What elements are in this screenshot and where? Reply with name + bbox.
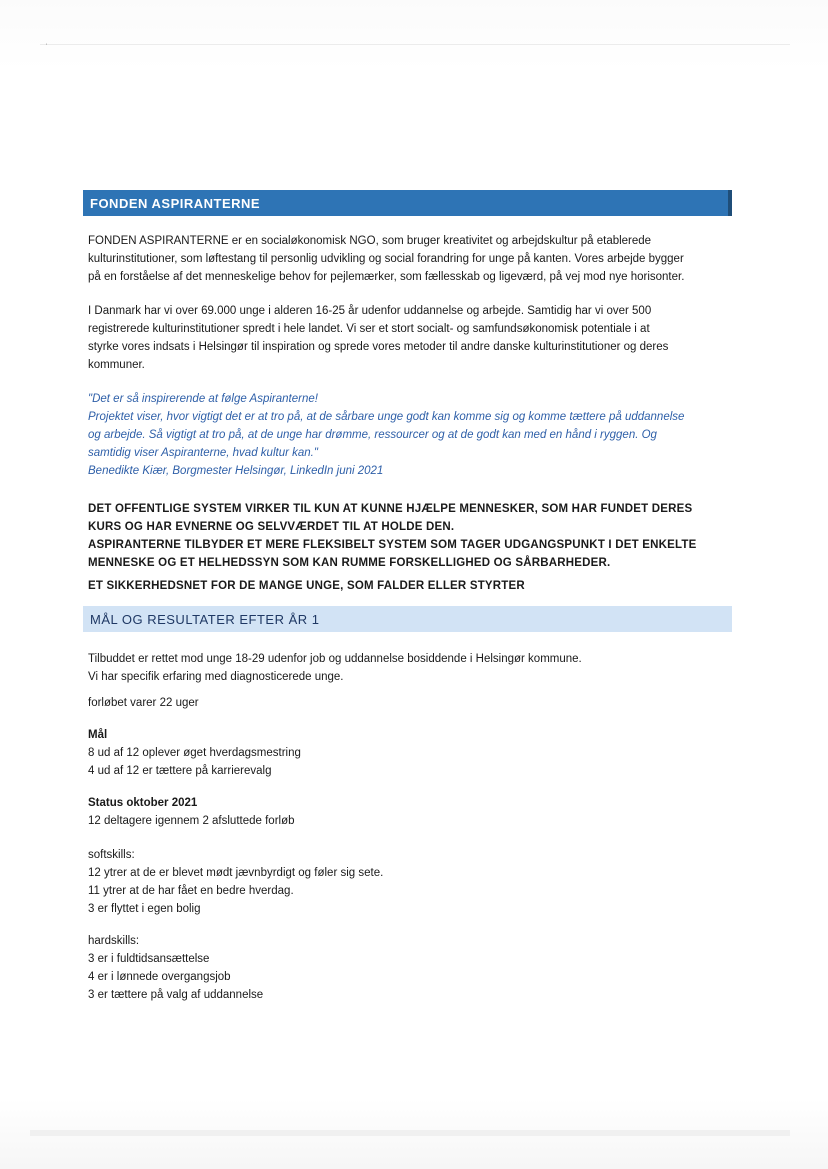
text-line: kulturinstitutioner, som løftestang til personlig udvikling og social forandring for unge på kanten. Vores arbejde bygger xyxy=(88,253,684,265)
text-line: registrerede kulturinstitutioner spredt i hele landet. Vi ser et stort socialt- og samfundsøkonomisk potentiale i at xyxy=(88,323,650,335)
softskills-heading: softskills: xyxy=(88,849,135,861)
section-header-fonden xyxy=(83,190,732,216)
list-item: 3 er i fuldtidsansættelse xyxy=(88,953,210,965)
list-item: 4 er i lønnede overgangsjob xyxy=(88,971,231,983)
scan-mark: ' xyxy=(46,44,48,50)
list-item: 4 ud af 12 er tættere på karrierevalg xyxy=(88,765,272,777)
text-line: FONDEN ASPIRANTERNE er en socialøkonomisk NGO, som bruger kreativitet og arbejdskultur på etablerede xyxy=(88,235,652,247)
list-item: 8 ud af 12 oplever øget hverdagsmestring xyxy=(88,747,301,759)
caps-line: ET SIKKERHEDSNET FOR DE MANGE UNGE, SOM FALDER ELLER STYRTER xyxy=(88,580,525,592)
list-item: 12 deltagere igennem 2 afsluttede forløb xyxy=(88,815,295,827)
quote-line: "Det er så inspirerende at følge Aspiranterne! xyxy=(88,393,318,405)
scan-artifact-top xyxy=(40,44,790,45)
quote-line: og arbejde. Så vigtigt at tro på, at de unge har drømme, ressourcer og at de godt kan med en hånd i ryggen. Og xyxy=(88,429,657,441)
section-header-goals xyxy=(83,606,732,632)
system-statement xyxy=(88,500,728,572)
section-title: MÅL OG RESULTATER EFTER ÅR 1 xyxy=(90,611,320,627)
mayor-quote xyxy=(88,390,728,480)
text-line: på en forståelse af det menneskelige behov for pejlemærker, som fællesskab og ligeværd, på vej mod nye horisonter. xyxy=(88,271,685,283)
caps-line: KURS OG HAR EVNERNE OG SELVVÆRDET TIL AT HOLDE DEN. xyxy=(88,521,455,533)
list-item: 11 ytrer at de har fået en bedre hverdag. xyxy=(88,885,294,897)
offer-intro xyxy=(88,650,728,686)
text-line: kommuner. xyxy=(88,359,145,371)
status-block xyxy=(88,794,728,830)
quote-line: samtidig viser Aspiranterne, hvad kultur kan." xyxy=(88,447,318,459)
softskills-block xyxy=(88,846,728,918)
goals-heading: Mål xyxy=(88,729,108,741)
goals-block xyxy=(88,726,728,780)
hardskills-block xyxy=(88,932,728,1004)
text-line: Vi har specifik erfaring med diagnosticerede unge. xyxy=(88,671,344,683)
duration-text xyxy=(88,694,728,712)
list-item: 3 er flyttet i egen bolig xyxy=(88,903,201,915)
quote-attribution: Benedikte Kiær, Borgmester Helsingør, LinkedIn juni 2021 xyxy=(88,465,384,477)
text-line: styrke vores indsats i Helsingør til inspiration og sprede vores metoder til andre danske kulturinstitutioner og deres xyxy=(88,341,669,353)
list-item: 12 ytrer at de er blevet mødt jævnbyrdigt og føler sig sete. xyxy=(88,867,384,879)
list-item: 3 er tættere på valg af uddannelse xyxy=(88,989,264,1001)
text-line: I Danmark har vi over 69.000 unge i alderen 16-25 år udenfor uddannelse og arbejde. Samtidig har vi over 500 xyxy=(88,305,652,317)
status-heading: Status oktober 2021 xyxy=(88,797,198,809)
text-line: Tilbuddet er rettet mod unge 18-29 udenfor job og uddannelse bosiddende i Helsingør kommune. xyxy=(88,653,582,665)
text-line: forløbet varer 22 uger xyxy=(88,697,199,709)
quote-line: Projektet viser, hvor vigtigt det er at tro på, at de sårbare unge godt kan komme sig og komme tættere på uddannelse xyxy=(88,411,685,423)
caps-line: DET OFFENTLIGE SYSTEM VIRKER TIL KUN AT KUNNE HJÆLPE MENNESKER, SOM HAR FUNDET DERES xyxy=(88,503,693,515)
intro-paragraph xyxy=(88,232,728,286)
caps-line: MENNESKE OG ET HELHEDSSYN SOM KAN RUMME FORSKELLIGHED OG SÅRBARHEDER. xyxy=(88,557,611,569)
caps-line: ASPIRANTERNE TILBYDER ET MERE FLEKSIBELT SYSTEM SOM TAGER UDGANGSPUNKT I DET ENKELTE xyxy=(88,539,697,551)
safety-net-statement xyxy=(88,577,728,595)
section-title: FONDEN ASPIRANTERNE xyxy=(90,195,261,211)
scan-artifact-bottom xyxy=(30,1130,790,1136)
denmark-paragraph xyxy=(88,302,728,374)
hardskills-heading: hardskills: xyxy=(88,935,140,947)
